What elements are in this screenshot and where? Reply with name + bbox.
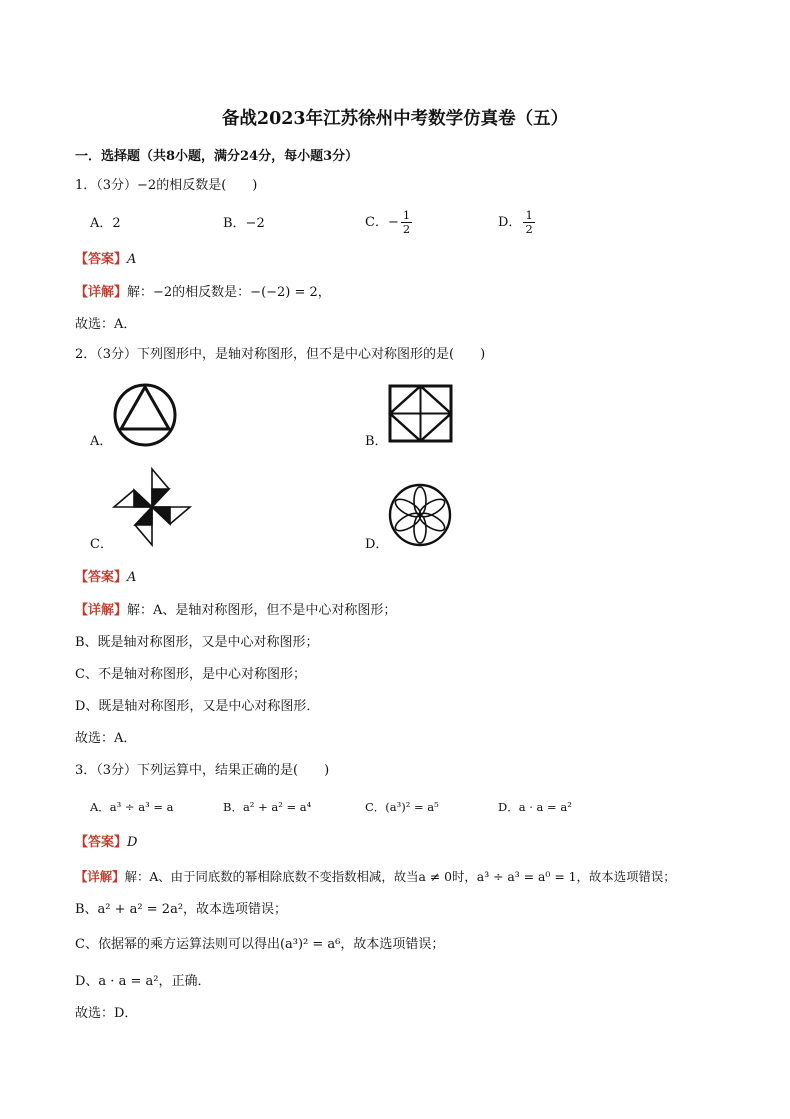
q1-option-d-fraction	[523, 209, 534, 236]
q3-answer	[75, 834, 137, 852]
q1-option-c-label: C．−	[365, 215, 399, 230]
figure-c-pinwheel	[112, 467, 192, 547]
answer-tag: 【答案】	[75, 570, 128, 585]
q1-detail	[75, 284, 331, 302]
answer-tag: 【答案】	[75, 835, 128, 850]
q1-option-b: B．−2	[223, 216, 265, 231]
answer-value: D	[127, 835, 138, 850]
q1-option-d-label: D．	[498, 215, 522, 230]
q2-detail-b: B、既是轴对称图形，又是中心对称图形；	[75, 635, 319, 650]
q2-detail-d: D、既是轴对称图形，又是中心对称图形．	[75, 699, 320, 714]
detail-text: 解：A、是轴对称图形，但不是中心对称图形；	[127, 603, 397, 618]
answer-value: A	[127, 252, 137, 267]
fraction-numerator: 1	[525, 208, 533, 222]
answer-tag: 【答案】	[75, 252, 128, 267]
figure-b-square-diamond	[388, 384, 454, 444]
q1-answer	[75, 251, 136, 269]
figure-d-flower-in-circle	[387, 482, 453, 548]
figure-a-triangle-in-circle	[112, 382, 178, 448]
q3-option-a: A．a³ ÷ a³ = a	[90, 800, 174, 814]
page-title: 备战2023年江苏徐州中考数学仿真卷（五）	[221, 109, 569, 129]
section-heading: 一．选择题（共8小题，满分24分，每小题3分）	[75, 149, 359, 164]
q1-option-c-fraction	[401, 209, 412, 236]
q3-option-b: B．a² + a² = a⁴	[223, 800, 312, 814]
q3-stem: 3．（3分）下列运算中，结果正确的是( )	[75, 763, 330, 778]
q3-option-c: C．(a³)² = a⁵	[365, 800, 439, 814]
q2-answer	[75, 569, 136, 587]
q1-stem: 1．（3分）−2的相反数是( )	[75, 178, 258, 193]
q2-option-d: D．	[365, 537, 389, 552]
q2-detail-c: C、不是轴对称图形，是中心对称图形；	[75, 667, 306, 682]
detail-text: 解：−2的相反数是：−(−2) = 2，	[127, 285, 331, 300]
detail-tag: 【详解】	[75, 869, 125, 884]
fraction-denominator: 2	[402, 222, 411, 236]
answer-value: A	[127, 570, 137, 585]
q1-choose: 故选：A．	[75, 317, 137, 332]
fraction-numerator: 1	[402, 208, 411, 222]
q3-choose: 故选：D．	[75, 1006, 138, 1021]
detail-text: 解：A、由于同底数的幂相除底数不变指数相减，故当a ≠ 0时，a³ ÷ a³ = a⁰ = 1，故本选项错误；	[124, 869, 676, 884]
q3-option-d: D．a · a = a²	[498, 800, 572, 814]
q2-option-b: B．	[365, 434, 388, 449]
q1-option-a: A．2	[90, 216, 121, 231]
detail-tag: 【详解】	[75, 603, 128, 618]
q3-detail-c: C、依据幂的乘方运算法则可以得出(a³)² = a⁶，故本选项错误；	[75, 937, 445, 952]
q1-option-d	[498, 206, 535, 240]
q2-option-a: A．	[90, 434, 113, 449]
q2-detail	[75, 602, 396, 620]
q2-option-c: C．	[90, 537, 113, 552]
detail-tag: 【详解】	[75, 285, 128, 300]
q3-detail-d: D、a · a = a²，正确．	[75, 974, 211, 989]
fraction-denominator: 2	[525, 222, 533, 236]
q2-stem: 2．（3分）下列图形中，是轴对称图形，但不是中心对称图形的是( )	[75, 347, 486, 362]
q3-detail-b: B、a² + a² = 2a²，故本选项错误；	[75, 902, 288, 917]
q1-option-c	[365, 206, 412, 240]
q2-choose: 故选：A．	[75, 731, 137, 746]
q3-detail	[75, 868, 676, 886]
